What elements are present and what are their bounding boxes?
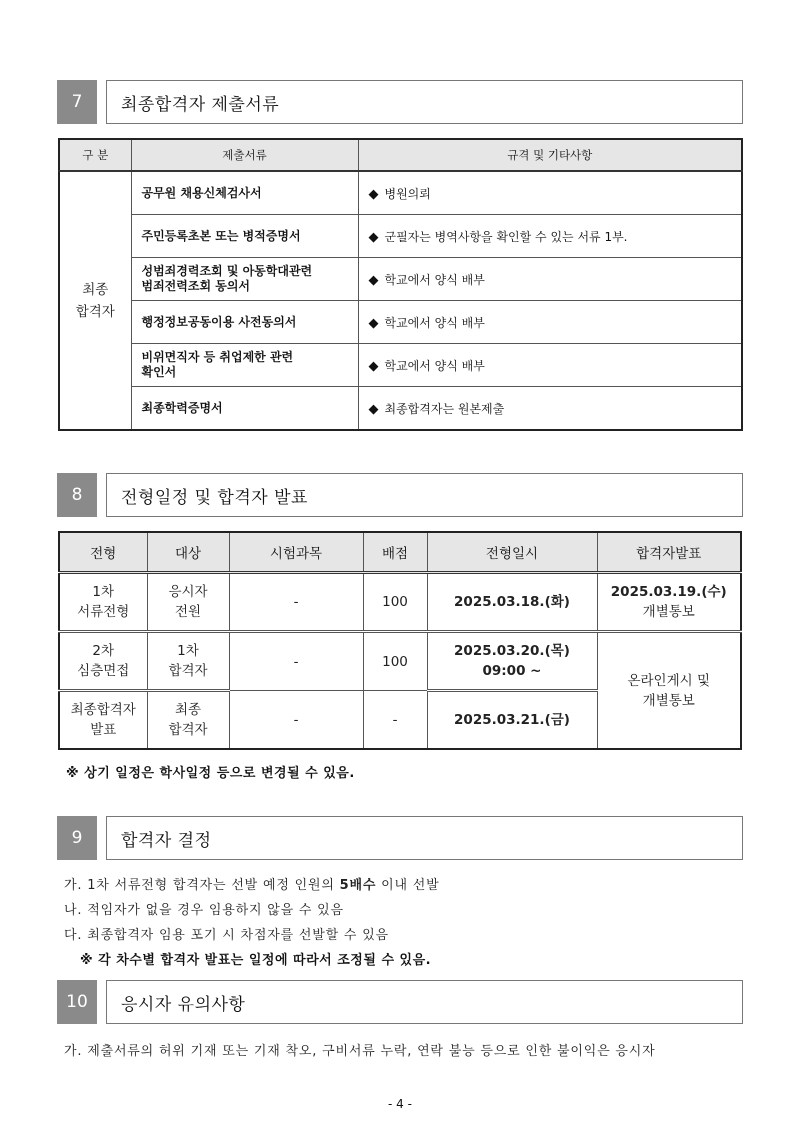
section-title: 합격자 결정 — [106, 816, 743, 860]
stage-cell: 2차 심층면접 — [59, 632, 147, 691]
table-header: 전형 — [59, 532, 147, 573]
schedule-notice: ※ 상기 일정은 학사일정 등으로 변경될 수 있음. — [66, 766, 355, 781]
stage-cell: 1차 서류전형 — [59, 573, 147, 632]
submission-documents-table — [58, 138, 743, 431]
diamond-bullet-icon: ◆ — [368, 401, 379, 417]
section-title: 최종합격자 제출서류 — [106, 80, 743, 124]
target-cell: 1차 합격자 — [147, 632, 229, 691]
score-cell: 100 — [363, 573, 427, 632]
schedule-table — [58, 531, 742, 750]
document-note: ◆ 병원의뢰 — [358, 171, 742, 215]
document-note: ◆ 최종합격자는 원본제출 — [358, 387, 742, 431]
date-cell: 2025.03.20.(목) 09:00 ~ — [427, 632, 597, 691]
diamond-bullet-icon: ◆ — [368, 272, 379, 288]
diamond-bullet-icon: ◆ — [368, 358, 379, 374]
table-row — [59, 387, 742, 431]
diamond-bullet-icon: ◆ — [368, 229, 379, 245]
target-cell: 최종 합격자 — [147, 691, 229, 750]
section-9-header — [57, 816, 743, 860]
decision-notice: ※ 각 차수별 합격자 발표는 일정에 따라서 조정될 수 있음. — [80, 953, 432, 968]
document-name: 성범죄경력조회 및 아동학대관련 범죄전력조회 동의서 — [131, 258, 358, 301]
subject-cell: - — [229, 691, 363, 750]
table-header: 시험과목 — [229, 532, 363, 573]
table-header: 제출서류 — [131, 139, 358, 171]
table-header: 구 분 — [59, 139, 131, 171]
page-number: - 4 - — [388, 1097, 412, 1111]
table-row — [59, 171, 742, 215]
section-number: 10 — [57, 980, 97, 1024]
section-7-header — [57, 80, 743, 124]
score-cell: - — [363, 691, 427, 750]
section-10-header — [57, 980, 743, 1024]
decision-line-1: 가. 1차 서류전형 합격자는 선발 예정 인원의 5배수 이내 선발 — [64, 878, 440, 893]
caution-line-1: 가. 제출서류의 허위 기재 또는 기재 착오, 구비서류 누락, 연락 불능 등으로 인한 불이익은 응시자 — [64, 1044, 656, 1059]
table-header: 규격 및 기타사항 — [358, 139, 742, 171]
subject-cell: - — [229, 573, 363, 632]
date-cell: 2025.03.21.(금) — [427, 691, 597, 750]
document-note: ◆ 학교에서 양식 배부 — [358, 301, 742, 344]
table-header: 대상 — [147, 532, 229, 573]
decision-line-3: 다. 최종합격자 임용 포기 시 차점자를 선발할 수 있음 — [64, 928, 389, 943]
document-note: ◆ 군필자는 병역사항을 확인할 수 있는 서류 1부. — [358, 215, 742, 258]
category-cell: 최종 합격자 — [59, 171, 131, 430]
table-row — [59, 573, 741, 632]
section-number: 7 — [57, 80, 97, 124]
document-name: 비위면직자 등 취업제한 관련 확인서 — [131, 344, 358, 387]
document-note: ◆ 학교에서 양식 배부 — [358, 258, 742, 301]
stage-cell: 최종합격자 발표 — [59, 691, 147, 750]
section-title: 응시자 유의사항 — [106, 980, 743, 1024]
document-name: 주민등록초본 또는 병적증명서 — [131, 215, 358, 258]
subject-cell: - — [229, 632, 363, 691]
diamond-bullet-icon: ◆ — [368, 315, 379, 331]
date-cell: 2025.03.18.(화) — [427, 573, 597, 632]
document-name: 공무원 채용신체검사서 — [131, 171, 358, 215]
table-row — [59, 632, 741, 691]
table-header: 배점 — [363, 532, 427, 573]
announce-cell: 2025.03.19.(수) 개별통보 — [597, 573, 741, 632]
section-8-header — [57, 473, 743, 517]
table-header: 합격자발표 — [597, 532, 741, 573]
score-cell: 100 — [363, 632, 427, 691]
table-row — [59, 344, 742, 387]
table-row — [59, 258, 742, 301]
decision-line-2: 나. 적임자가 없을 경우 임용하지 않을 수 있음 — [64, 903, 344, 918]
diamond-bullet-icon: ◆ — [368, 186, 379, 202]
table-row — [59, 301, 742, 344]
target-cell: 응시자 전원 — [147, 573, 229, 632]
document-note: ◆ 학교에서 양식 배부 — [358, 344, 742, 387]
section-title: 전형일정 및 합격자 발표 — [106, 473, 743, 517]
document-name: 행정정보공동이용 사전동의서 — [131, 301, 358, 344]
document-name: 최종학력증명서 — [131, 387, 358, 431]
table-row — [59, 215, 742, 258]
announce-cell: 온라인게시 및 개별통보 — [597, 632, 741, 750]
section-number: 9 — [57, 816, 97, 860]
table-header: 전형일시 — [427, 532, 597, 573]
section-number: 8 — [57, 473, 97, 517]
